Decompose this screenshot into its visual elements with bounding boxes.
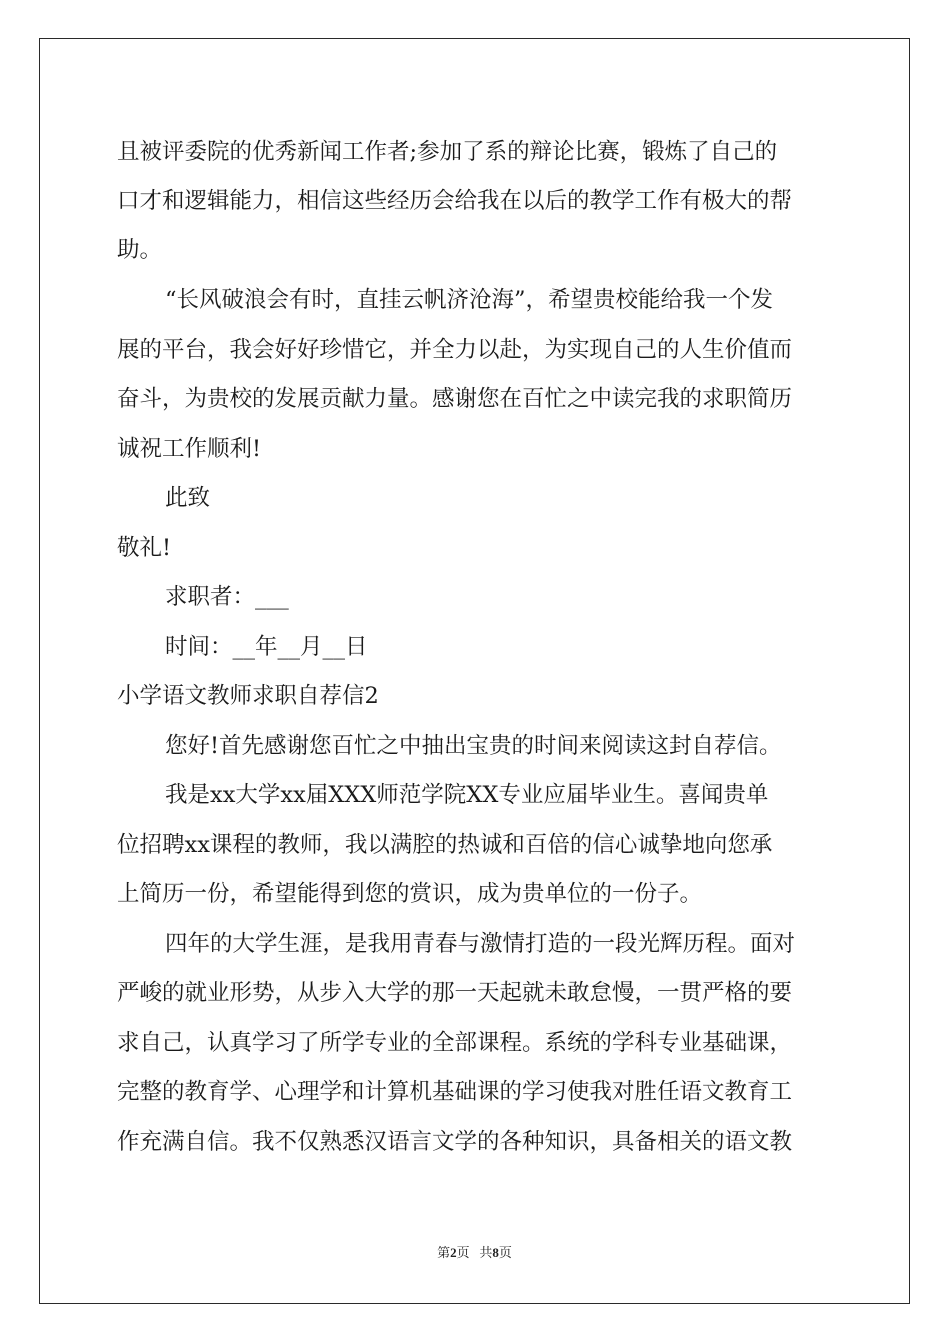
page-footer: [40, 1242, 909, 1261]
text-line: 完整的教育学、心理学和计算机基础课的学习使我对胜任语文教育工: [117, 1079, 793, 1105]
text-line: 上简历一份，希望能得到您的赏识，成为贵单位的一份子。: [117, 881, 703, 907]
section-title: 小学语文教师求职自荐信2: [117, 683, 379, 709]
text-line: 展的平台，我会好好珍惜它，并全力以赴，为实现自己的人生价值而: [117, 337, 793, 363]
applicant-field: 求职者：___: [165, 584, 289, 610]
total-prefix: 共: [479, 1245, 493, 1260]
page-suffix: 页: [456, 1245, 470, 1260]
text-line: 求自己，认真学习了所学专业的全部课程。系统的学科专业基础课，: [117, 1030, 793, 1056]
text-line: 作充满自信。我不仅熟悉汉语言文学的各种知识，具备相关的语文教: [117, 1129, 793, 1155]
page-number: 2: [450, 1245, 457, 1260]
page-prefix: 第: [437, 1245, 451, 1260]
text-line: 位招聘xx课程的教师，我以满腔的热诚和百倍的信心诚挚地向您承: [117, 832, 773, 858]
closing-salutation: 此致: [165, 485, 211, 511]
text-line: 诚祝工作顺利!: [117, 436, 262, 462]
total-suffix: 页: [498, 1245, 512, 1260]
text-line: 助。: [117, 237, 163, 263]
document-page: [39, 38, 910, 1304]
text-line: 奋斗，为贵校的发展贡献力量。感谢您在百忙之中读完我的求职简历: [117, 386, 793, 412]
text-line: 四年的大学生涯，是我用青春与激情打造的一段光辉历程。面对: [165, 931, 796, 957]
text-line: 严峻的就业形势，从步入大学的那一天起就未敢怠慢，一贯严格的要: [117, 980, 793, 1006]
text-line: “长风破浪会有时，直挂云帆济沧海”，希望贵校能给我一个发: [165, 287, 774, 313]
text-line: 我是xx大学xx届XXX师范学院XX专业应届毕业生。喜闻贵单: [165, 782, 769, 808]
date-field: 时间：__年__月__日: [165, 634, 368, 660]
text-line: 口才和逻辑能力，相信这些经历会给我在以后的教学工作有极大的帮: [117, 188, 793, 214]
total-pages: 8: [492, 1245, 499, 1260]
closing-salutation: 敬礼!: [117, 535, 172, 561]
text-line: 且被评委院的优秀新闻工作者;参加了系的辩论比赛，锻炼了自己的: [117, 139, 778, 165]
text-line: 您好!首先感谢您百忙之中抽出宝贵的时间来阅读这封自荐信。: [165, 733, 782, 759]
